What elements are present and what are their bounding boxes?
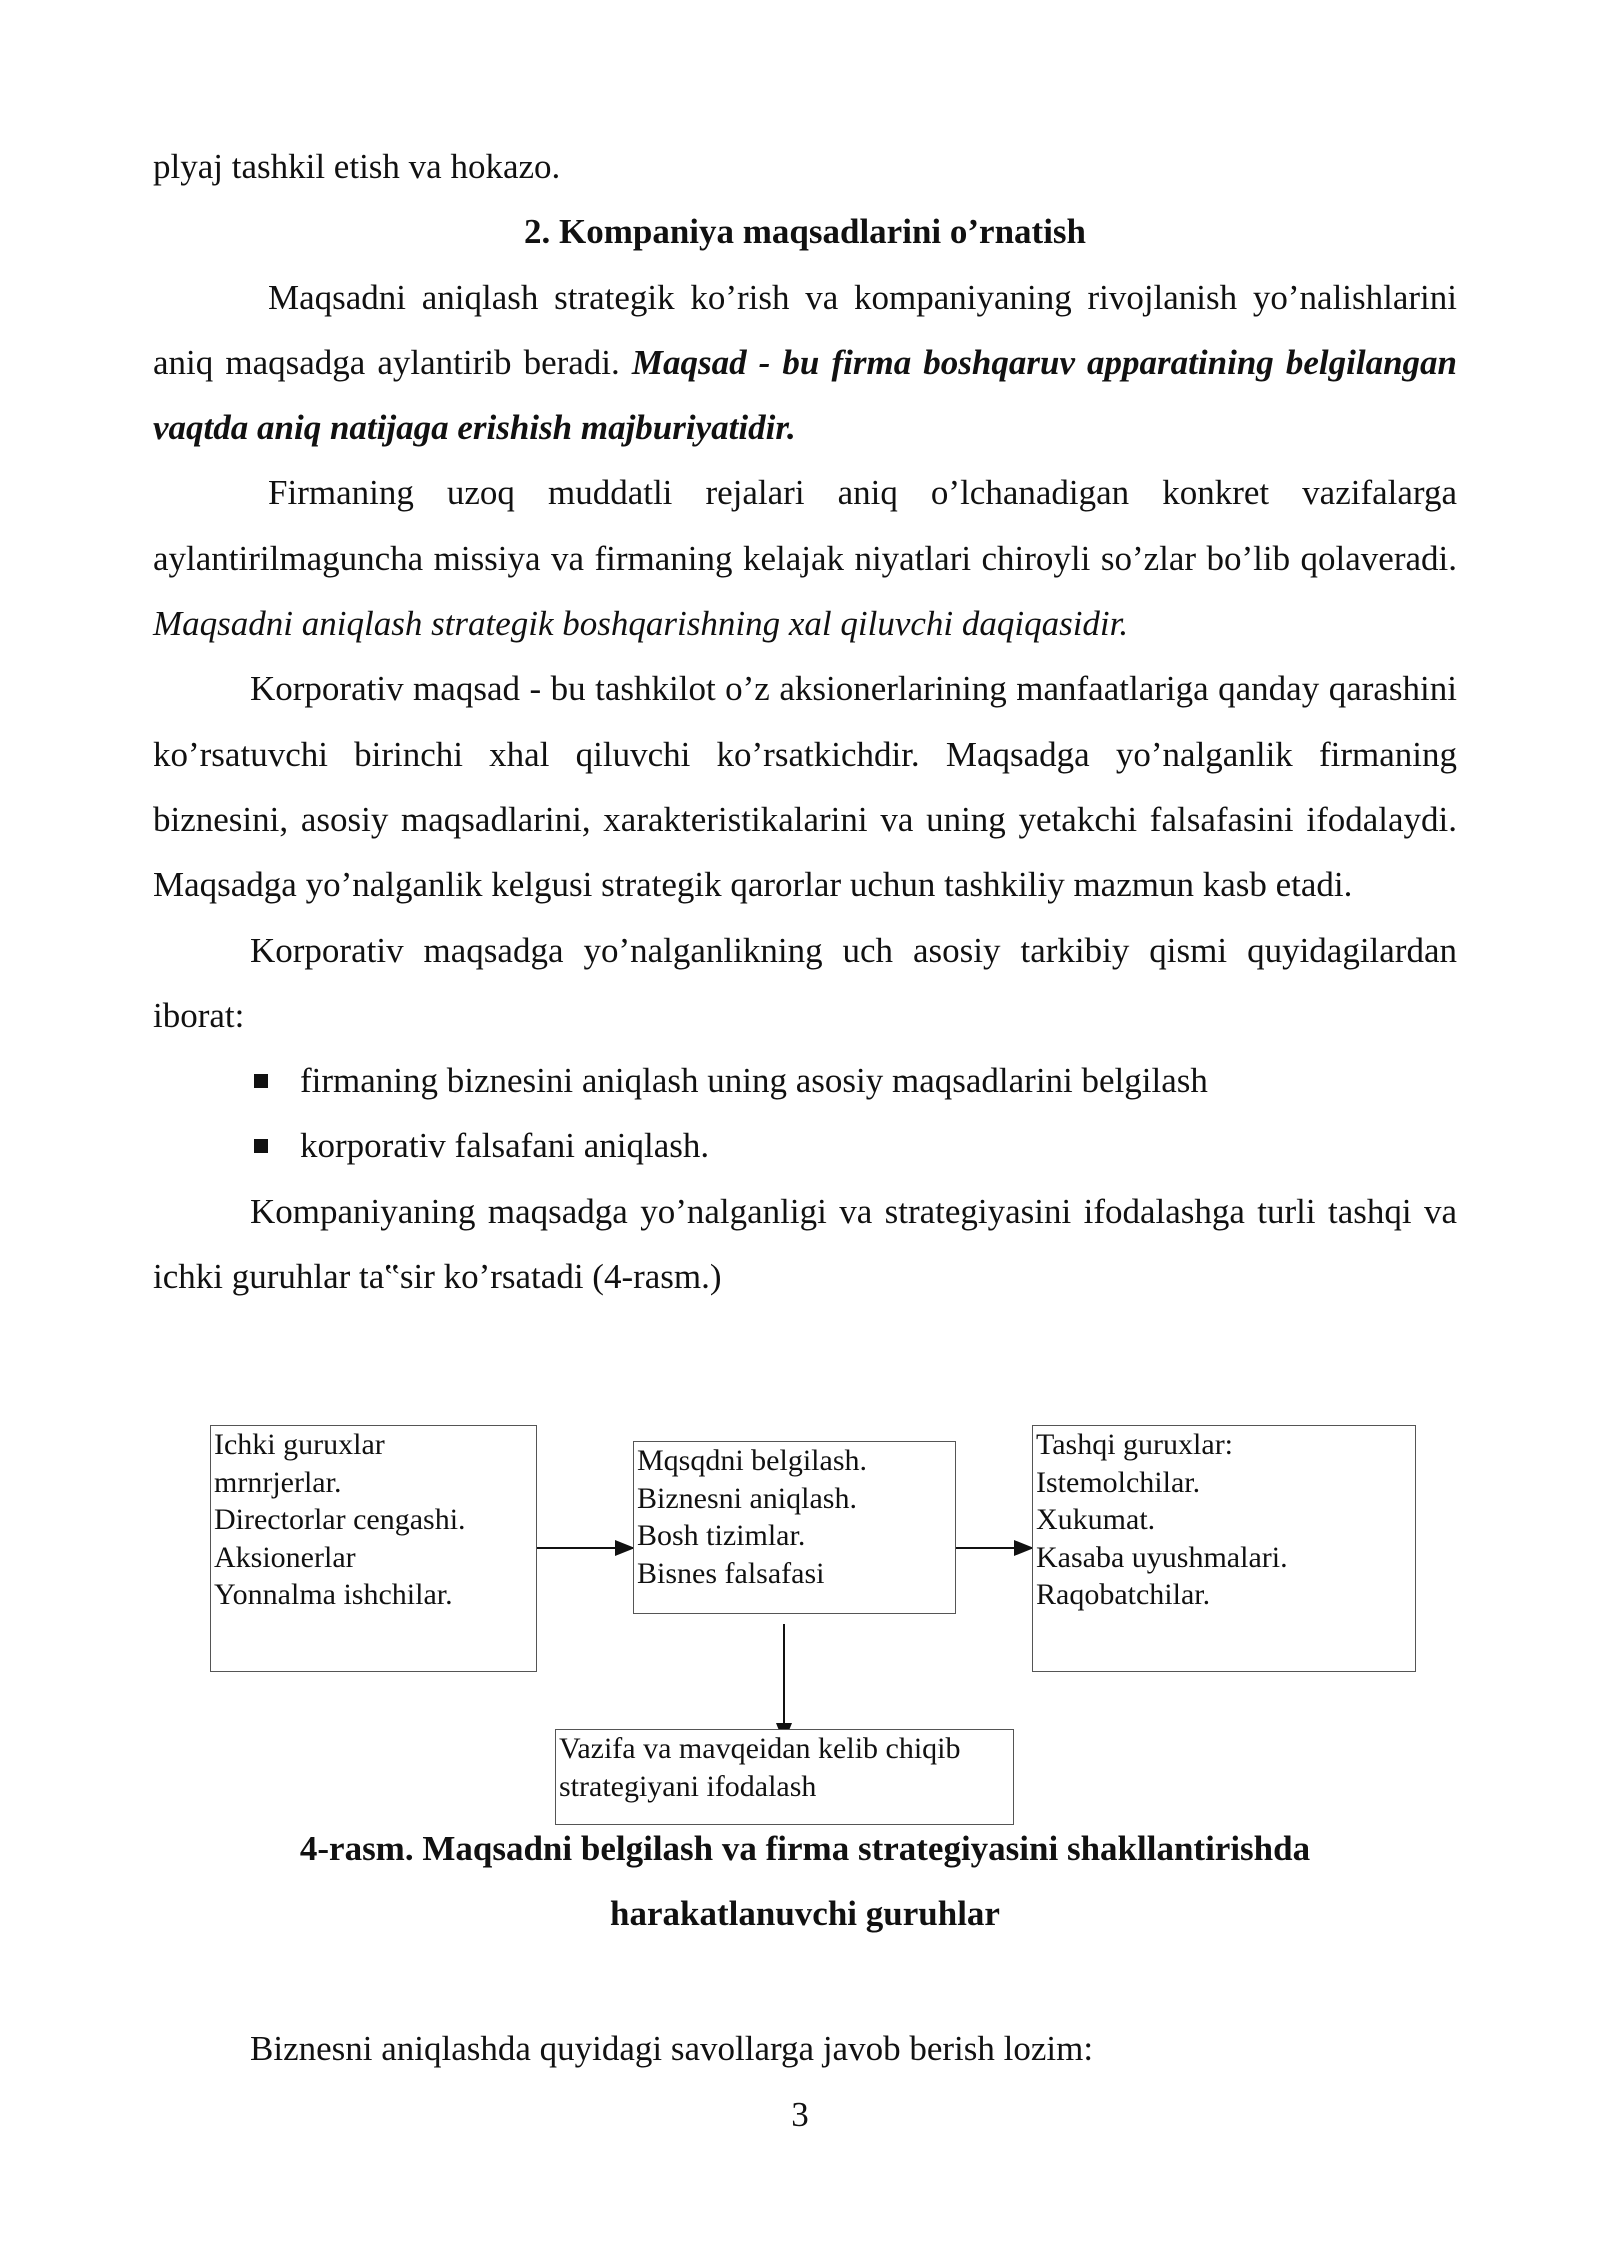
paragraph-top: plyaj tashkil etish va hokazo. (153, 147, 561, 186)
strategy-box (555, 1729, 1014, 1825)
list-item-text: firmaning biznesini aniqlash uning asosiy maqsadlarini belgilash (300, 1061, 1208, 1101)
paragraph-1 (153, 265, 1457, 461)
box-line: Istemolchilar. (1036, 1465, 1201, 1499)
box-line: Aksionerlar (214, 1540, 356, 1574)
paragraph-2 (153, 460, 1457, 656)
internal-groups-box (210, 1425, 537, 1672)
paragraph-5: Kompaniyaning maqsadga yo’nalganligi va strategiyasini ifodalashga turli tashqi va ichki guruhlar ta‟sir ko’rsatadi (4-rasm.) (153, 1191, 1457, 1297)
page-number: 3 (791, 2095, 809, 2134)
section-heading: 2. Kompaniya maqsadlarini o’rnatish (523, 212, 1087, 252)
box-line: Bisnes falsafasi (637, 1556, 825, 1590)
box-line: mrnrjerlar. (214, 1465, 342, 1499)
list-item-text: korporativ falsafani aniqlash. (300, 1126, 710, 1166)
paragraph-2-emphasis: Maqsadni aniqlash strategik boshqarishning xal qiluvchi daqiqasidir. (153, 604, 1129, 644)
box-line: Bosh tizimlar. (637, 1519, 806, 1552)
paragraph-3: Korporativ maqsad - bu tashkilot o’z aksionerlarining manfaatlariga qanday qarashini ko’rsatuvchi birinchi xhal qiluvchi ko’rsatkichdir. Maqsadga yo’nalganlik firmaning biznesini, asosiy maqsadlarini, xarakteristikalarini va uning yetakchi falsafasini ifodalaydi. Maqsadga yo’nalganlik kelgusi strategik qarorlar uchun tashkiliy mazmun kasb etadi. (153, 669, 1457, 905)
box-line: Xukumat. (1036, 1503, 1156, 1536)
box-line: Yonnalma ishchilar. (214, 1578, 453, 1611)
box-line: Directorlar cengashi. (214, 1503, 466, 1536)
box-line: strategiyani ifodalash (559, 1769, 817, 1803)
square-bullet-icon (254, 1139, 268, 1153)
bullet-list (153, 1048, 1457, 1179)
body-text (153, 134, 1457, 1309)
caption-line-2: harakatlanuvchi guruhlar (610, 1894, 1000, 1933)
box-line: Ichki guruxlar (214, 1428, 385, 1461)
paragraph-1-definition: Maqsad - bu firma boshqaruv apparatining belgilangan vaqtda aniq natijaga erishish majburiyatidir. (153, 342, 1458, 448)
list-item (153, 1048, 1457, 1113)
box-line: Tashqi guruxlar: (1036, 1428, 1234, 1461)
caption-line-1: 4-rasm. Maqsadni belgilash va firma strategiyasini shakllantirishda (299, 1829, 1311, 1868)
box-line: Mqsqdni belgilash. (637, 1444, 867, 1477)
box-line: Biznesni aniqlash. (637, 1481, 857, 1515)
list-item (153, 1113, 1457, 1178)
goal-setting-box (633, 1441, 956, 1614)
box-line: Kasaba uyushmalari. (1036, 1540, 1288, 1574)
paragraph-1-text: Maqsadni aniqlash strategik ko’rish va kompaniyaning rivojlanish yo’nalishlarini aniq maqsadga aylantirib beradi. (153, 277, 1457, 382)
paragraph-2-text: Firmaning uzoq muddatli rejalari aniq o’lchanadigan konkret vazifalarga aylantirilmaguncha missiya va firmaning kelajak niyatlari chiroyli so’zlar bo’lib qolaveradi. (153, 473, 1457, 578)
box-line: Vazifa va mavqeidan kelib chiqib (559, 1732, 961, 1765)
paragraph-4: Korporativ maqsadga yo’nalganlikning uch asosiy tarkibiy qismi quyidagilardan iborat: (153, 930, 1457, 1035)
figure-caption (153, 1816, 1457, 1946)
box-line: Raqobatchilar. (1036, 1578, 1211, 1611)
square-bullet-icon (254, 1074, 268, 1088)
external-groups-box (1032, 1425, 1416, 1672)
paragraph-after-figure: Biznesni aniqlashda quyidagi savollarga javob berish lozim: (250, 2029, 1094, 2068)
